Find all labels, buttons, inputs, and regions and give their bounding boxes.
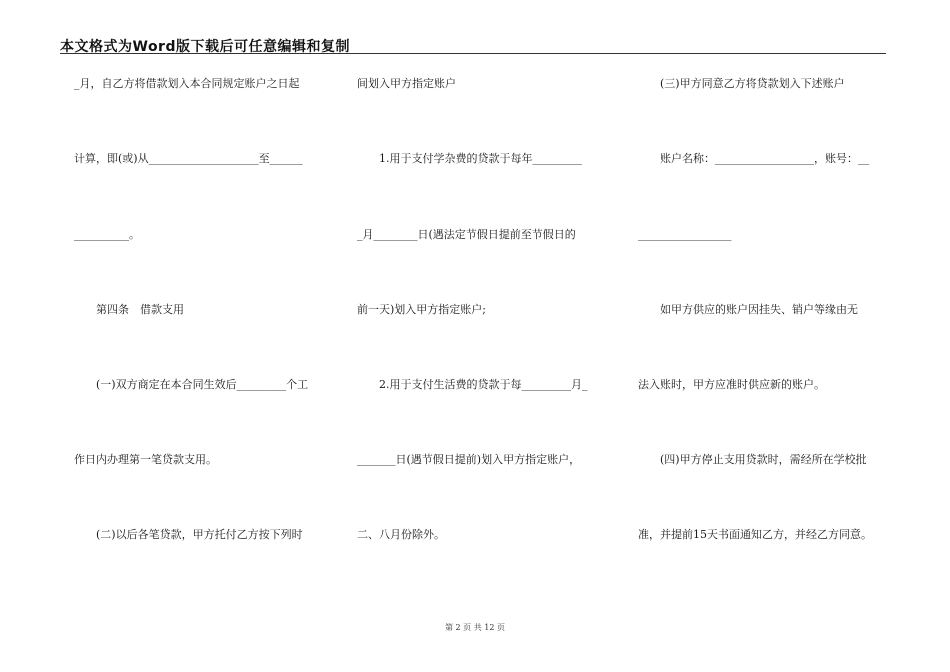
text-line: 账户名称：__________________，账号：__ bbox=[638, 152, 869, 165]
text-line: _______日(遇节假日提前)划入甲方指定账户， bbox=[357, 453, 581, 466]
text-line: 二、八月份除外。 bbox=[357, 528, 445, 541]
text-line: 如甲方供应的账户因挂失、销户等缘由无 bbox=[638, 303, 858, 316]
page-number: 第 2 页 共 12 页 bbox=[445, 623, 505, 632]
text-line: (一)双方商定在本合同生效后_________个工 bbox=[74, 378, 309, 391]
text-line: 前一天)划入甲方指定账户; bbox=[357, 303, 486, 316]
text-line: (二)以后各笔贷款，甲方托付乙方按下列时 bbox=[74, 528, 303, 541]
text-line: _月________日(遇法定节假日提前至节假日的 bbox=[357, 228, 576, 241]
text-line: 计算，即(或)从____________________至______ bbox=[74, 152, 303, 165]
document-header: 本文格式为Word版下载后可任意编辑和复制 bbox=[60, 39, 350, 55]
text-line: __________。 bbox=[74, 228, 140, 241]
text-line: _月，自乙方将借款划入本合同规定账户之日起 bbox=[74, 77, 300, 90]
text-line: 2.用于支付生活费的贷款于每_________月_ bbox=[357, 378, 588, 391]
text-line: 准，并提前15天书面通知乙方，并经乙方同意。 bbox=[638, 528, 872, 541]
text-line: 法入账时，甲方应准时供应新的账户。 bbox=[638, 378, 825, 391]
text-line: 作日内办理第一笔贷款支用。 bbox=[74, 453, 217, 466]
header-divider bbox=[60, 53, 886, 54]
text-line: 间划入甲方指定账户 bbox=[357, 77, 456, 90]
section-heading: 第四条 借款支用 bbox=[74, 303, 184, 316]
text-line: (四)甲方停止支用贷款时，需经所在学校批 bbox=[638, 453, 867, 466]
text-line: (三)甲方同意乙方将贷款划入下述账户 bbox=[638, 77, 845, 90]
text-line: _________________ bbox=[638, 228, 732, 241]
text-line: 1.用于支付学杂费的贷款于每年_________ bbox=[357, 152, 582, 165]
